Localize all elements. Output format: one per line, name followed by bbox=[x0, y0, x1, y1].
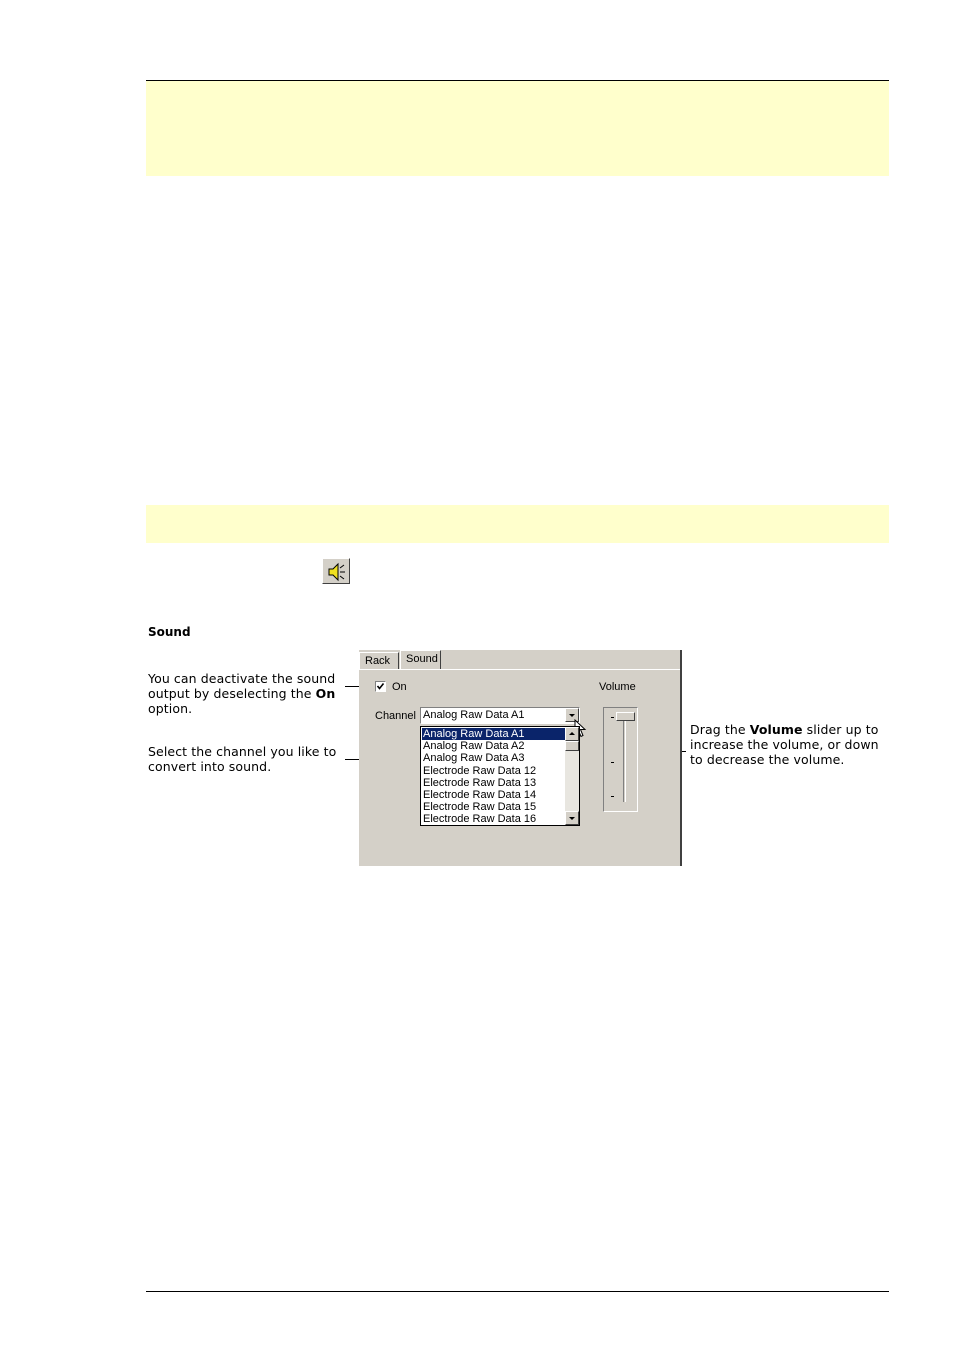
tab-sound[interactable]: Sound bbox=[400, 650, 441, 670]
callout-volume-after: slider up to increase the volume, or down to decrease the volume. bbox=[690, 722, 879, 767]
note-box-middle bbox=[146, 505, 889, 543]
channel-option[interactable]: Analog Raw Data A3 bbox=[423, 752, 525, 765]
channel-option[interactable]: Electrode Raw Data 13 bbox=[423, 776, 537, 789]
channel-dropdown-list bbox=[420, 726, 580, 826]
on-checkbox-label[interactable]: On bbox=[392, 681, 407, 693]
tab-strip bbox=[359, 650, 680, 670]
chevron-down-icon bbox=[569, 817, 575, 820]
channel-option[interactable]: Analog Raw Data A2 bbox=[423, 740, 525, 753]
note-box-top bbox=[146, 81, 889, 176]
speaker-icon bbox=[327, 562, 347, 582]
callout-volume-before: Drag the bbox=[690, 722, 750, 737]
channel-option[interactable]: Electrode Raw Data 12 bbox=[423, 764, 537, 777]
chevron-down-icon bbox=[569, 714, 575, 717]
callout-on-after: option. bbox=[148, 701, 193, 716]
scroll-up-button[interactable] bbox=[565, 727, 579, 741]
tab-panel-edge bbox=[359, 669, 680, 670]
volume-label: Volume bbox=[599, 681, 636, 693]
tab-rack[interactable]: Rack bbox=[359, 652, 399, 669]
volume-tick bbox=[611, 762, 614, 763]
volume-slider-thumb[interactable] bbox=[616, 712, 635, 721]
channel-select-value: Analog Raw Data A1 bbox=[423, 709, 525, 721]
channel-label: Channel bbox=[375, 710, 416, 722]
channel-option[interactable]: Electrode Raw Data 15 bbox=[423, 801, 537, 814]
callout-on-before: You can deactivate the sound output by deselecting the bbox=[148, 671, 336, 701]
channel-option[interactable]: Electrode Raw Data 14 bbox=[423, 789, 537, 801]
volume-tick bbox=[611, 796, 614, 797]
chevron-up-icon bbox=[569, 732, 575, 735]
footer-rule bbox=[146, 1291, 889, 1292]
volume-slider-track[interactable] bbox=[623, 716, 626, 802]
checkmark-icon bbox=[376, 682, 385, 691]
list-scrollbar[interactable] bbox=[565, 727, 579, 825]
channel-option[interactable]: Analog Raw Data A1 bbox=[422, 728, 566, 740]
callout-volume bbox=[690, 722, 895, 767]
on-checkbox[interactable] bbox=[375, 681, 386, 692]
speaker-toolbar-button[interactable] bbox=[322, 558, 350, 584]
sound-settings-dialog bbox=[359, 650, 682, 866]
callout-channel: Select the channel you like to convert into sound. bbox=[148, 744, 337, 774]
volume-tick bbox=[611, 717, 614, 718]
scroll-down-button[interactable] bbox=[565, 811, 579, 825]
figure-title: Sound bbox=[148, 625, 191, 639]
channel-option[interactable]: Electrode Raw Data 16 bbox=[423, 813, 537, 826]
callout-on-option bbox=[148, 671, 338, 716]
channel-select[interactable] bbox=[420, 707, 580, 724]
callout-on-bold: On bbox=[315, 686, 336, 701]
scroll-thumb[interactable] bbox=[565, 741, 579, 751]
callout-volume-bold: Volume bbox=[749, 722, 803, 737]
volume-group bbox=[603, 707, 638, 812]
